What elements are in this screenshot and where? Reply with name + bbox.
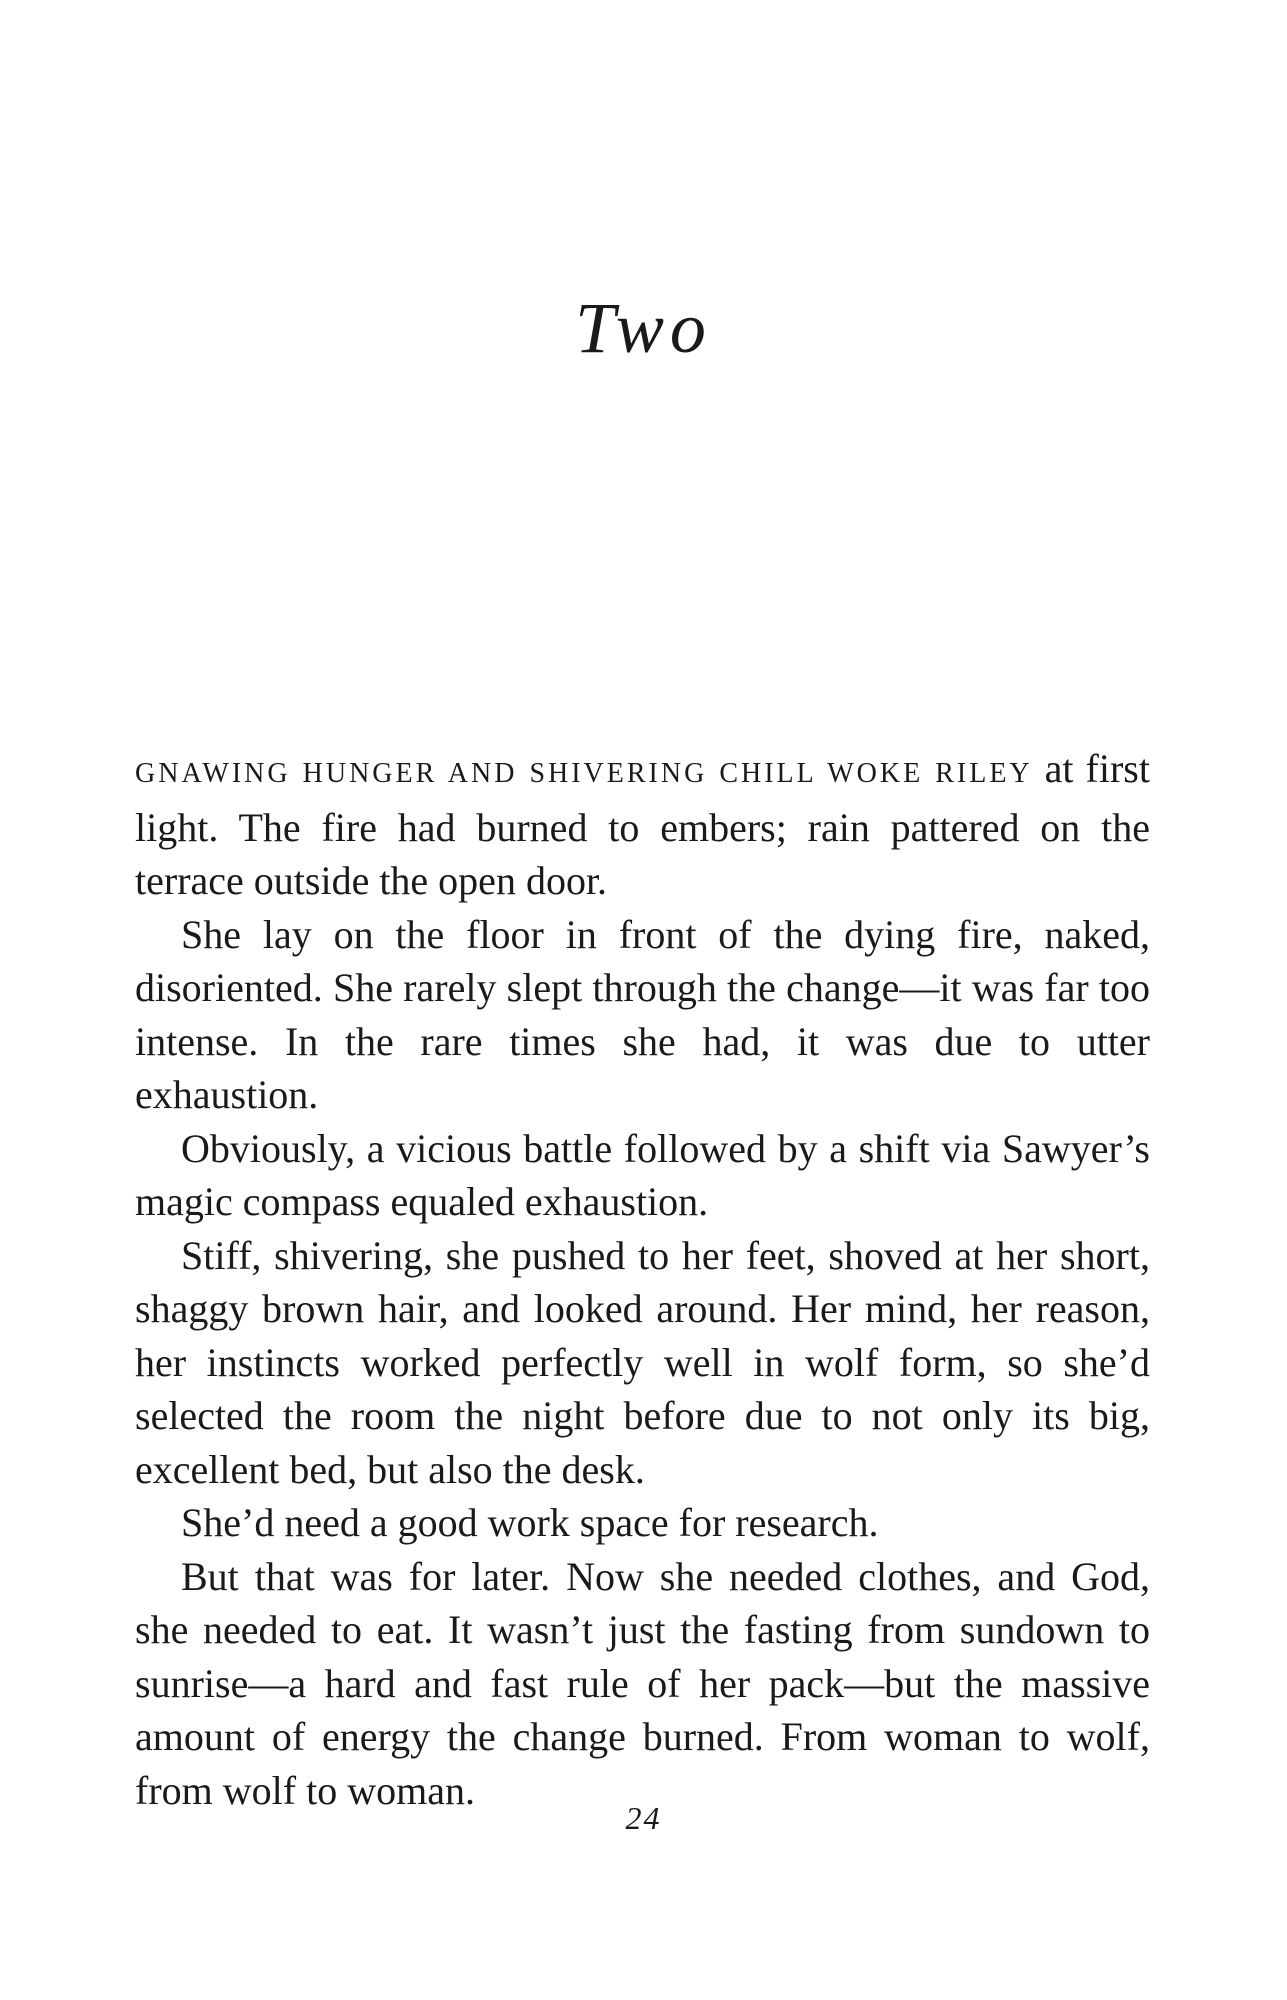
chapter-title: Two xyxy=(575,288,712,368)
paragraph-1 xyxy=(135,742,1150,908)
page-number: 24 xyxy=(625,1800,662,1836)
paragraph-4: Stiff, shivering, she pushed to her feet, shoved at her short, shaggy brown hair, and looked around. Her mind, her reason, her instincts worked perfectly well in wolf form, so she’d selected the room the night before due to not only its big, excellent bed, but also the desk. xyxy=(135,1232,1150,1492)
chapter-body xyxy=(135,742,1150,1817)
small-caps-lead-in: GNAWING HUNGER AND SHIVERING CHILL WOKE RILEY xyxy=(135,758,1033,789)
paragraph-3: Obviously, a vicious battle followed by a shift via Sawyer’s magic compass equaled exhaustion. xyxy=(135,1125,1150,1224)
paragraph-1-text: at first light. The fire had burned to embers; rain pattered on the terrace outside the open door. xyxy=(135,746,1150,903)
paragraph-6: But that was for later. Now she needed clothes, and God, she needed to eat. It wasn’t just the fasting from sundown to sunrise—a hard and fast rule of her pack—but the massive amount of energy the change burned. From woman to wolf, from wolf to woman. xyxy=(135,1553,1150,1813)
paragraph-5: She’d need a good work space for research. xyxy=(181,1500,879,1545)
paragraph-2: She lay on the floor in front of the dying fire, naked, disoriented. She rarely slept through the change—it was far too intense. In the rare times she had, it was due to utter exhaustion. xyxy=(135,911,1150,1117)
